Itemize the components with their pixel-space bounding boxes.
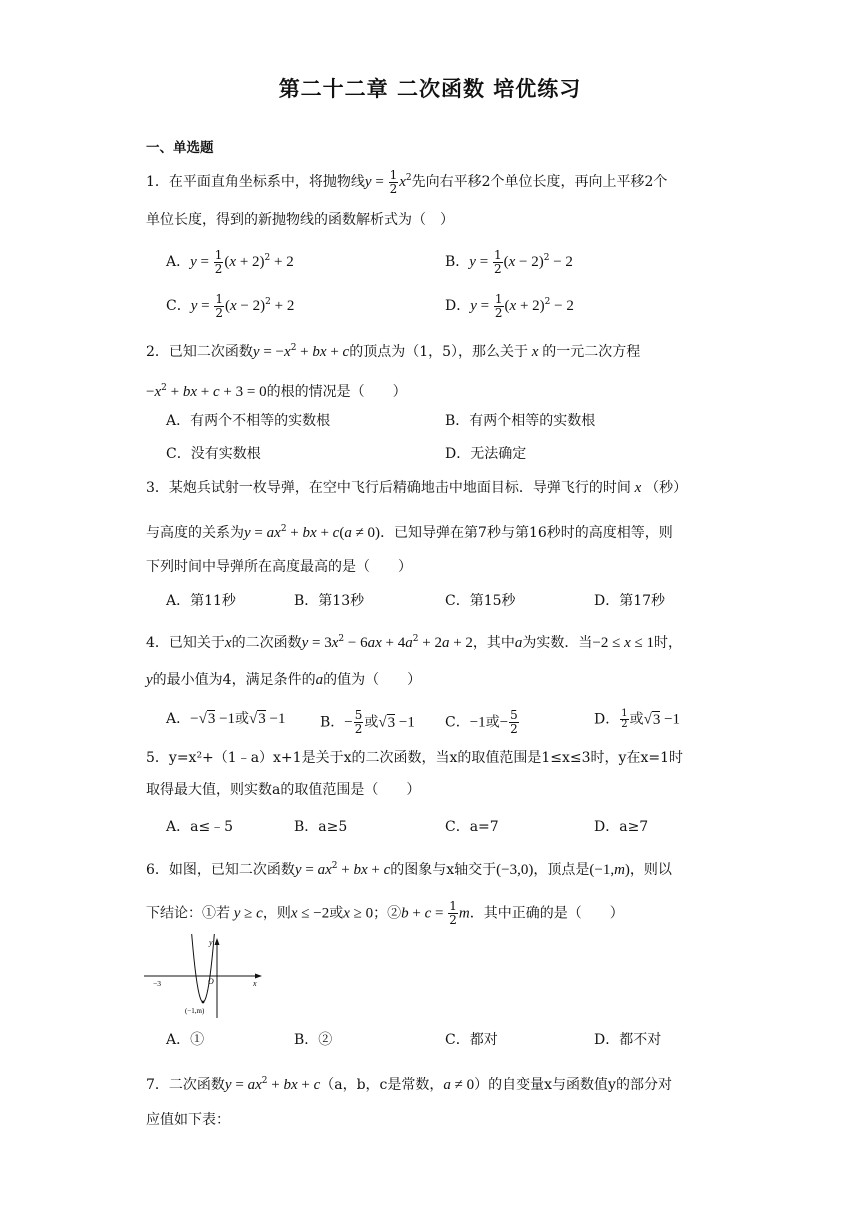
q6-option-a[interactable]: A．①	[166, 1032, 205, 1048]
q5-line-1: 5．y=x²+（1﹣a）x+1是关于x的二次函数，当x的取值范围是1≤x≤3时，y在x=1时	[146, 750, 683, 766]
q6-option-c[interactable]: C．都对	[445, 1032, 498, 1048]
q4-line-2: y的最小值为4，满足条件的a的值为（ ）	[146, 672, 422, 688]
origin-label: O	[208, 977, 214, 986]
q4-option-d[interactable]: D． $\frac{1}{2}$ 或√3 −1	[594, 708, 681, 730]
q7-line-2: 应值如下表：	[146, 1112, 230, 1128]
q4-option-c[interactable]: C．−1或− $\frac{5}{2}$	[445, 708, 518, 736]
q1-option-b[interactable]: B．y = $\frac{1}{2}$ $(x - 2)^2 - 2$	[445, 247, 573, 276]
q6-line-2: 下结论：①若 y ≥ c，则x ≤ −2或x ≥ 0；②b + c = $\frac{1}{2}$ m．其中正确的是（ ）	[146, 899, 624, 927]
q3-line-1: 3．某炮兵试射一枚导弹，在空中飞行后精确地击中地面目标．导弹飞行的时间 x （秒）	[146, 480, 688, 496]
q3-line-3: 下列时间中导弹所在高度最高的是（ ）	[146, 559, 412, 575]
q1-option-d[interactable]: D．y = $\frac{1}{2}$ $(x + 2)^2 - 2$	[445, 291, 574, 320]
q6-parabola-figure	[144, 934, 266, 1020]
q4-line-1: 4．已知关于x的二次函数$y = 3x^2 - 6ax + 4a^2 + 2a + 2$，其中a为实数．当−2 ≤ x ≤ 1时，	[146, 634, 683, 651]
q2-option-a[interactable]: A．有两个不相等的实数根	[166, 413, 331, 429]
q1-line-1: 1．在平面直角坐标系中，将抛物线y = $\frac{1}{2}$ $x^2$先向右平移2个单位长度，再向上平移2个	[146, 167, 668, 196]
q5-option-b[interactable]: B．a≥5	[294, 819, 348, 835]
q3-option-a[interactable]: A．第11秒	[166, 593, 236, 609]
q5-option-d[interactable]: D．a≥7	[594, 819, 649, 835]
q1-option-a[interactable]: A．y = $\frac{1}{2}$ $(x + 2)^2 + 2$	[166, 247, 294, 276]
q5-option-a[interactable]: A．a≤﹣5	[166, 819, 234, 835]
q2-line-2: $-x^2$ + bx + c + 3 = 0的根的情况是（ ）	[146, 383, 407, 400]
q6-option-d[interactable]: D．都不对	[594, 1032, 662, 1048]
q5-option-c[interactable]: C．a=7	[445, 819, 499, 835]
q2-option-b[interactable]: B．有两个相等的实数根	[445, 413, 596, 429]
q4-option-b[interactable]: B．− $\frac{5}{2}$ 或√3 −1	[320, 708, 415, 736]
q2-line-1: 2．已知二次函数$y = -x^2$ + bx + c的顶点为（1，5），那么关于 x 的一元二次方程	[146, 343, 641, 360]
vertex-label: (−1,m)	[185, 1007, 205, 1015]
document-title: 第二十二章 二次函数 培优练习	[278, 77, 582, 101]
q5-line-2: 取得最大值，则实数a的取值范围是（ ）	[146, 782, 421, 798]
q7-line-1: 7．二次函数$y = ax^2$ + bx + c（a，b，c是常数，a ≠ 0）的自变量x与函数值y的部分对	[146, 1076, 672, 1093]
vertex-point	[202, 1001, 205, 1004]
q3-line-2: 与高度的关系为$y = ax^2$ + bx + c(a ≠ 0)．已知导弹在第7秒与第16秒时的高度相等，则	[146, 524, 673, 541]
q1-option-c[interactable]: C．y = $\frac{1}{2}$ $(x - 2)^2 + 2$	[166, 291, 295, 320]
q3-option-c[interactable]: C．第15秒	[445, 593, 516, 609]
q4-option-a[interactable]: A．−√3 −1或√3 −1	[166, 711, 286, 727]
section-heading: 一、单选题	[146, 140, 214, 156]
q2-option-d[interactable]: D．无法确定	[445, 446, 527, 462]
y-axis-label: y	[209, 938, 213, 947]
q6-option-b[interactable]: B．②	[294, 1032, 333, 1048]
q6-line-1: 6．如图，已知二次函数$y = ax^2$ + bx + c的图象与x轴交于(−3,0)，顶点是(−1,m)，则以	[146, 861, 672, 878]
q3-option-b[interactable]: B．第13秒	[294, 593, 365, 609]
q1-line-2: 单位长度，得到的新抛物线的函数解析式为（ ）	[146, 212, 454, 228]
x-axis-label: x	[253, 979, 257, 988]
q3-option-d[interactable]: D．第17秒	[594, 593, 666, 609]
parabola-curve	[146, 934, 236, 1002]
q2-option-c[interactable]: C．没有实数根	[166, 446, 261, 462]
x-intercept-label: −3	[153, 979, 161, 988]
